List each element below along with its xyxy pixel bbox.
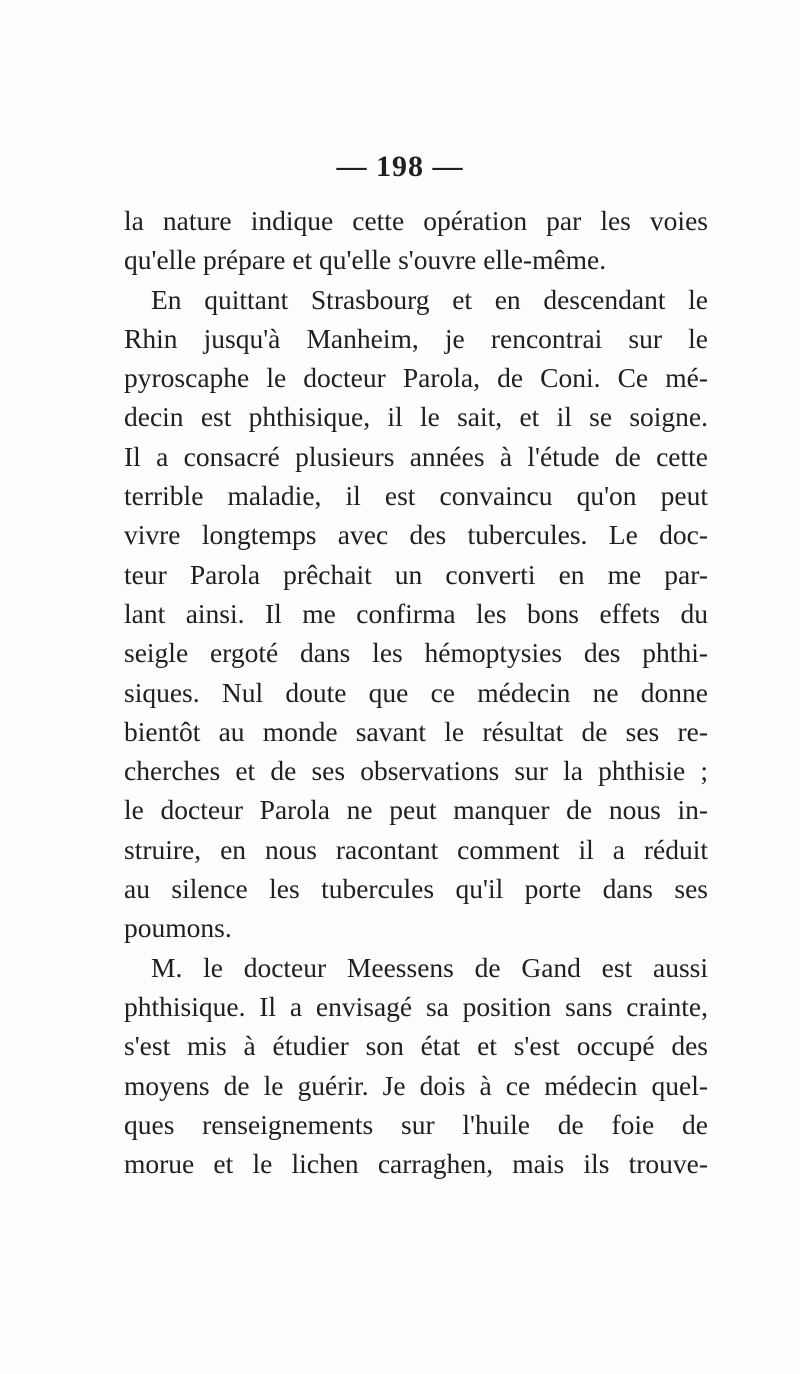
text-line: poumons. [124, 912, 232, 944]
text-line: siques. Nul doute que ce médecin ne donne [124, 676, 708, 708]
text-line: le docteur Parola ne peut manquer de nous in- [124, 794, 708, 826]
body-text [124, 201, 708, 1183]
text-line: Il a consacré plusieurs années à l'étude de cette [124, 440, 708, 472]
text-line: au silence les tubercules qu'il porte dans ses [124, 873, 708, 905]
text-line: Rhin jusqu'à Manheim, je rencontrai sur le [124, 322, 708, 354]
text-line: lant ainsi. Il me confirma les bons effets du [124, 597, 708, 629]
text-line: bientôt au monde savant le résultat de ses re- [124, 715, 708, 747]
text-line: teur Parola prêchait un converti en me par- [124, 558, 708, 590]
text-line: vivre longtemps avec des tubercules. Le doc- [124, 519, 708, 551]
page-number: — 198 — [336, 150, 464, 183]
text-line: morue et le lichen carraghen, mais ils trouve- [124, 1148, 708, 1180]
text-line: cherches et de ses observations sur la phthisie ; [124, 755, 708, 787]
text-line: ques renseignements sur l'huile de foie de [124, 1108, 708, 1140]
text-line: seigle ergoté dans les hémoptysies des phthi- [124, 637, 708, 669]
text-line: pyroscaphe le docteur Parola, de Coni. Ce mé- [124, 362, 708, 394]
text-line: s'est mis à étudier son état et s'est occupé des [124, 1030, 708, 1062]
text-line: struire, en nous racontant comment il a réduit [124, 833, 708, 865]
text-line: phthisique. Il a envisagé sa position sans crainte, [124, 990, 708, 1022]
text-line: qu'elle prépare et qu'elle s'ouvre elle-même. [124, 244, 607, 276]
text-line: En quittant Strasbourg et en descendant le [151, 283, 708, 315]
text-line: la nature indique cette opération par les voies [124, 205, 708, 236]
text-line: terrible maladie, il est convaincu qu'on peut [124, 480, 708, 512]
text-line: decin est phthisique, il le sait, et il se soigne. [124, 401, 708, 433]
text-line: M. le docteur Meessens de Gand est aussi [151, 951, 708, 983]
text-line: moyens de le guérir. Je dois à ce médecin quel- [124, 1069, 708, 1101]
